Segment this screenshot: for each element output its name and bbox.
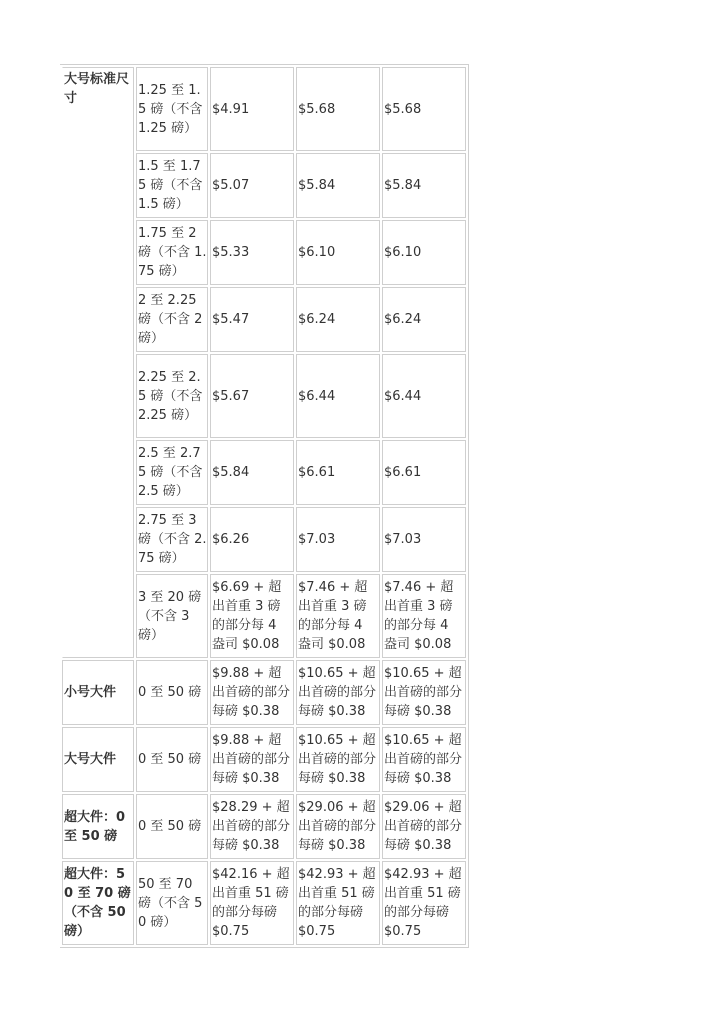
fee-cell: $9.88 + 超出首磅的部分每磅 $0.38 [210,727,294,792]
fee-cell: $6.44 [296,354,380,438]
fee-cell: $6.10 [382,220,466,285]
table-row [62,861,466,945]
size-tier-cell: 大号标准尺寸 [62,67,134,658]
fulfillment-fee-table [60,64,469,948]
fee-cell: $6.26 [210,507,294,572]
fee-cell: $7.46 + 超出首重 3 磅的部分每 4 盎司 $0.08 [382,574,466,658]
fee-cell: $7.03 [296,507,380,572]
fee-cell: $29.06 + 超出首磅的部分每磅 $0.38 [296,794,380,859]
size-tier-cell: 小号大件 [62,660,134,725]
fee-cell: $28.29 + 超出首磅的部分每磅 $0.38 [210,794,294,859]
fee-cell: $6.10 [296,220,380,285]
fee-cell: $6.44 [382,354,466,438]
fee-cell: $5.84 [382,153,466,218]
fee-cell: $6.24 [382,287,466,352]
fee-cell: $10.65 + 超出首磅的部分每磅 $0.38 [382,727,466,792]
fee-cell: $7.03 [382,507,466,572]
fee-cell: $6.24 [296,287,380,352]
fee-cell: $6.61 [382,440,466,505]
weight-cell: 0 至 50 磅 [136,794,208,859]
fee-cell: $6.61 [296,440,380,505]
table-row [62,727,466,792]
fee-cell: $42.93 + 超出首重 51 磅的部分每磅 $0.75 [382,861,466,945]
fee-cell: $7.46 + 超出首重 3 磅的部分每 4 盎司 $0.08 [296,574,380,658]
weight-cell: 2.25 至 2.5 磅（不含 2.25 磅） [136,354,208,438]
size-tier-cell: 超大件：50 至 70 磅（不含 50 磅） [62,861,134,945]
weight-cell: 0 至 50 磅 [136,660,208,725]
table-row [62,794,466,859]
fee-cell: $42.16 + 超出首重 51 磅的部分每磅 $0.75 [210,861,294,945]
fee-cell: $42.93 + 超出首重 51 磅的部分每磅 $0.75 [296,861,380,945]
weight-cell: 1.5 至 1.75 磅（不含 1.5 磅） [136,153,208,218]
weight-cell: 3 至 20 磅（不含 3 磅） [136,574,208,658]
fee-cell: $9.88 + 超出首磅的部分每磅 $0.38 [210,660,294,725]
fee-cell: $5.67 [210,354,294,438]
table-row [62,67,466,151]
size-tier-cell: 超大件：0 至 50 磅 [62,794,134,859]
weight-cell: 2.5 至 2.75 磅（不含 2.5 磅） [136,440,208,505]
table-row [62,660,466,725]
fee-cell: $4.91 [210,67,294,151]
fee-cell: $10.65 + 超出首磅的部分每磅 $0.38 [296,660,380,725]
fee-cell: $10.65 + 超出首磅的部分每磅 $0.38 [296,727,380,792]
fee-cell: $5.68 [296,67,380,151]
weight-cell: 1.75 至 2 磅（不含 1.75 磅） [136,220,208,285]
fee-cell: $5.47 [210,287,294,352]
fee-cell: $5.68 [382,67,466,151]
fee-cell: $6.69 + 超出首重 3 磅的部分每 4 盎司 $0.08 [210,574,294,658]
fee-cell: $5.33 [210,220,294,285]
weight-cell: 0 至 50 磅 [136,727,208,792]
fee-cell: $29.06 + 超出首磅的部分每磅 $0.38 [382,794,466,859]
fee-cell: $5.84 [296,153,380,218]
size-tier-cell: 大号大件 [62,727,134,792]
weight-cell: 1.25 至 1.5 磅（不含 1.25 磅） [136,67,208,151]
fee-cell: $5.84 [210,440,294,505]
fee-cell: $5.07 [210,153,294,218]
weight-cell: 2.75 至 3 磅（不含 2.75 磅） [136,507,208,572]
weight-cell: 2 至 2.25 磅（不含 2 磅） [136,287,208,352]
weight-cell: 50 至 70 磅（不含 50 磅） [136,861,208,945]
fee-cell: $10.65 + 超出首磅的部分每磅 $0.38 [382,660,466,725]
